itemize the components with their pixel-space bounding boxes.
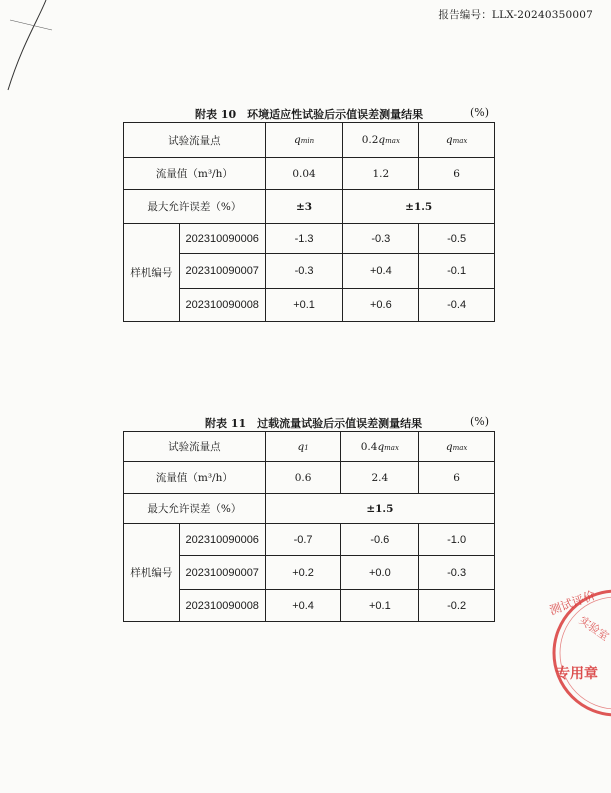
- error-value: +0.1: [341, 590, 419, 622]
- table10-header-row: [124, 123, 495, 158]
- table10: [123, 122, 495, 322]
- table10-mpe-high: ±1.5: [343, 190, 495, 224]
- error-value: -0.7: [265, 524, 341, 556]
- table10-col3-header: qmax: [419, 123, 495, 158]
- error-value: -0.1: [419, 254, 495, 289]
- table10-title: 附表 10 环境适应性试验后示值误差测量结果: [195, 108, 424, 121]
- table11-title: 附表 11 过载流量试验后示值误差测量结果: [205, 417, 423, 430]
- sample-id: 202310090006: [179, 224, 265, 254]
- table10-mpe-low: ±3: [265, 190, 343, 224]
- error-value: -0.5: [419, 224, 495, 254]
- svg-text:专用章: 专用章: [556, 666, 598, 682]
- table-row: [124, 524, 495, 556]
- sample-id: 202310090007: [179, 556, 265, 590]
- table-row: [124, 254, 495, 289]
- table11-mpe-row: [124, 494, 495, 524]
- table10-flow-1: 0.04: [265, 158, 343, 190]
- table10-label-flow: 流量值（m³/h）: [124, 158, 266, 190]
- table10-label-test-point: 试验流量点: [124, 123, 266, 158]
- table10-col2-header: 0.2qmax: [343, 123, 419, 158]
- table11-label-test-point: 试验流量点: [124, 432, 266, 462]
- official-seal: [540, 578, 611, 728]
- error-value: +0.1: [265, 289, 343, 322]
- table11-label-sample: 样机编号: [124, 524, 180, 622]
- error-value: +0.2: [265, 556, 341, 590]
- svg-text:实验室: 实验室: [576, 613, 611, 644]
- report-number: 报告编号：LLX-20240350007: [438, 9, 593, 21]
- page-edge-mark: [0, 0, 60, 100]
- table11-col2-header: 0.4qmax: [341, 432, 419, 462]
- sample-id: 202310090008: [179, 289, 265, 322]
- error-value: -0.2: [419, 590, 495, 622]
- error-value: +0.0: [341, 556, 419, 590]
- error-value: -0.3: [265, 254, 343, 289]
- table-row: [124, 289, 495, 322]
- table10-label-sample: 样机编号: [124, 224, 180, 322]
- table10-unit: (%): [469, 106, 489, 119]
- table11-flow-2: 2.4: [341, 462, 419, 494]
- table10-flow-2: 1.2: [343, 158, 419, 190]
- table11-mpe: ±1.5: [265, 494, 494, 524]
- sample-id: 202310090006: [179, 524, 265, 556]
- table11-unit: (%): [469, 415, 489, 428]
- table-row: [124, 556, 495, 590]
- table11: [123, 431, 495, 622]
- table10-col1-header: qmin: [265, 123, 343, 158]
- table-row: [124, 590, 495, 622]
- table11-header-row: [124, 432, 495, 462]
- error-value: -1.3: [265, 224, 343, 254]
- error-value: +0.4: [343, 254, 419, 289]
- table10-flow-row: [124, 158, 495, 190]
- error-value: -0.3: [343, 224, 419, 254]
- table11-label-mpe: 最大允许误差（%）: [124, 494, 266, 524]
- table11-flow-row: [124, 462, 495, 494]
- error-value: -0.4: [419, 289, 495, 322]
- table-row: [124, 224, 495, 254]
- table10-mpe-row: [124, 190, 495, 224]
- sample-id: 202310090008: [179, 590, 265, 622]
- table10-flow-3: 6: [419, 158, 495, 190]
- error-value: -0.6: [341, 524, 419, 556]
- error-value: -0.3: [419, 556, 495, 590]
- table11-label-flow: 流量值（m³/h）: [124, 462, 266, 494]
- table11-flow-1: 0.6: [265, 462, 341, 494]
- error-value: +0.4: [265, 590, 341, 622]
- error-value: -1.0: [419, 524, 495, 556]
- error-value: +0.6: [343, 289, 419, 322]
- table11-col3-header: qmax: [419, 432, 495, 462]
- sample-id: 202310090007: [179, 254, 265, 289]
- svg-text:测试评价: 测试评价: [547, 588, 598, 618]
- table11-col1-header: q1: [265, 432, 341, 462]
- table11-flow-3: 6: [419, 462, 495, 494]
- table10-label-mpe: 最大允许误差（%）: [124, 190, 266, 224]
